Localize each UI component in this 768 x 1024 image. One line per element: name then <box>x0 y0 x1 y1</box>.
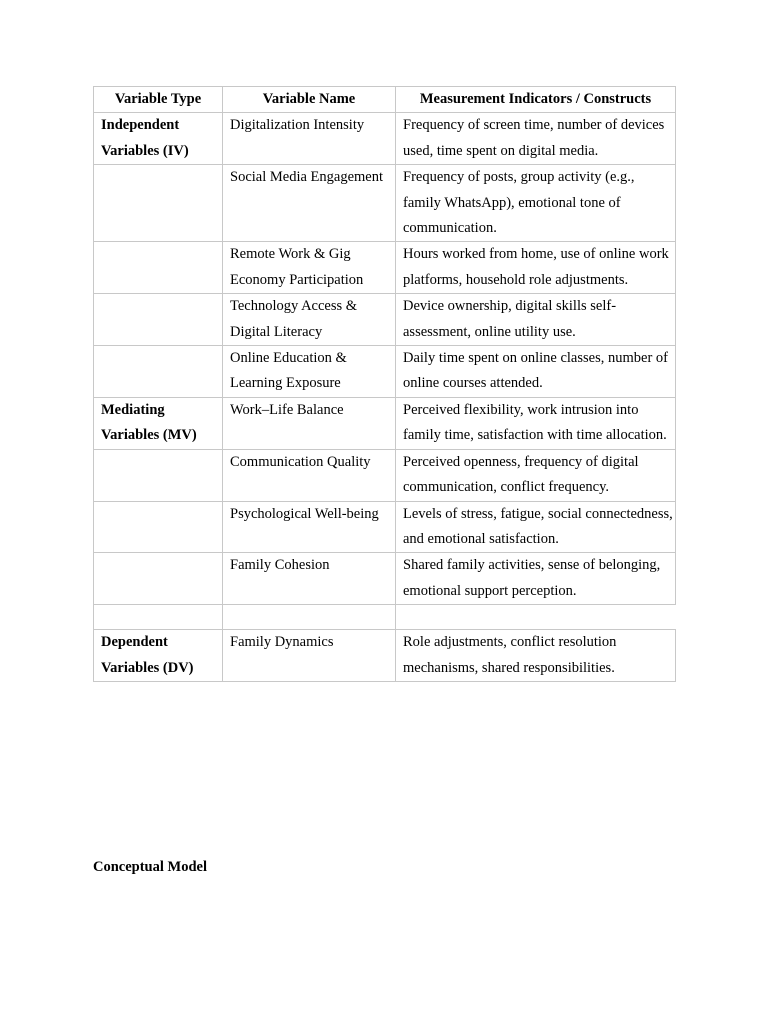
variable-type-cell <box>94 346 223 398</box>
variable-name-cell: Social Media Engagement <box>223 165 396 242</box>
indicators-cell <box>396 605 676 630</box>
empty-table-row <box>94 605 676 630</box>
indicators-cell: Daily time spent on online classes, number of online courses attended. <box>396 346 676 398</box>
variable-type-cell <box>94 449 223 501</box>
variable-type-cell <box>94 605 223 630</box>
variable-type-cell <box>94 501 223 553</box>
variables-table <box>93 86 676 682</box>
header-measurement-indicators: Measurement Indicators / Constructs <box>396 87 676 113</box>
table-row <box>94 449 676 501</box>
variable-type-cell <box>94 242 223 294</box>
indicators-cell: Frequency of posts, group activity (e.g., family WhatsApp), emotional tone of communication. <box>396 165 676 242</box>
variable-name-cell: Communication Quality <box>223 449 396 501</box>
variable-name-cell: Family Cohesion <box>223 553 396 605</box>
indicators-cell: Role adjustments, conflict resolution mechanisms, shared responsibilities. <box>396 630 676 682</box>
variable-type-cell <box>94 165 223 242</box>
table-row <box>94 113 676 165</box>
variable-name-cell: Family Dynamics <box>223 630 396 682</box>
variable-name-cell: Psychological Well-being <box>223 501 396 553</box>
section-heading: Conceptual Model <box>93 859 207 875</box>
table-row <box>94 553 676 605</box>
indicators-cell: Hours worked from home, use of online work platforms, household role adjustments. <box>396 242 676 294</box>
variable-type-cell <box>94 553 223 605</box>
indicators-cell: Device ownership, digital skills self-assessment, online utility use. <box>396 294 676 346</box>
table-row <box>94 165 676 242</box>
header-variable-type: Variable Type <box>94 87 223 113</box>
variable-name-cell: Work–Life Balance <box>223 397 396 449</box>
table-row <box>94 630 676 682</box>
variable-name-cell: Online Education & Learning Exposure <box>223 346 396 398</box>
table-row <box>94 294 676 346</box>
indicators-cell: Perceived openness, frequency of digital communication, conflict frequency. <box>396 449 676 501</box>
variable-type-cell <box>94 294 223 346</box>
header-variable-name: Variable Name <box>223 87 396 113</box>
table-row <box>94 242 676 294</box>
table-row <box>94 397 676 449</box>
indicators-cell: Shared family activities, sense of belonging, emotional support perception. <box>396 553 676 605</box>
indicators-cell: Perceived flexibility, work intrusion into family time, satisfaction with time allocation. <box>396 397 676 449</box>
variable-name-cell: Remote Work & Gig Economy Participation <box>223 242 396 294</box>
table-row <box>94 346 676 398</box>
table-header-row <box>94 87 676 113</box>
variable-type-cell: Independent Variables (IV) <box>94 113 223 165</box>
variable-name-cell <box>223 605 396 630</box>
indicators-cell: Levels of stress, fatigue, social connectedness, and emotional satisfaction. <box>396 501 676 553</box>
indicators-cell: Frequency of screen time, number of devices used, time spent on digital media. <box>396 113 676 165</box>
variable-type-cell: Dependent Variables (DV) <box>94 630 223 682</box>
table-row <box>94 501 676 553</box>
variable-type-cell: Mediating Variables (MV) <box>94 397 223 449</box>
variable-name-cell: Technology Access & Digital Literacy <box>223 294 396 346</box>
variable-name-cell: Digitalization Intensity <box>223 113 396 165</box>
